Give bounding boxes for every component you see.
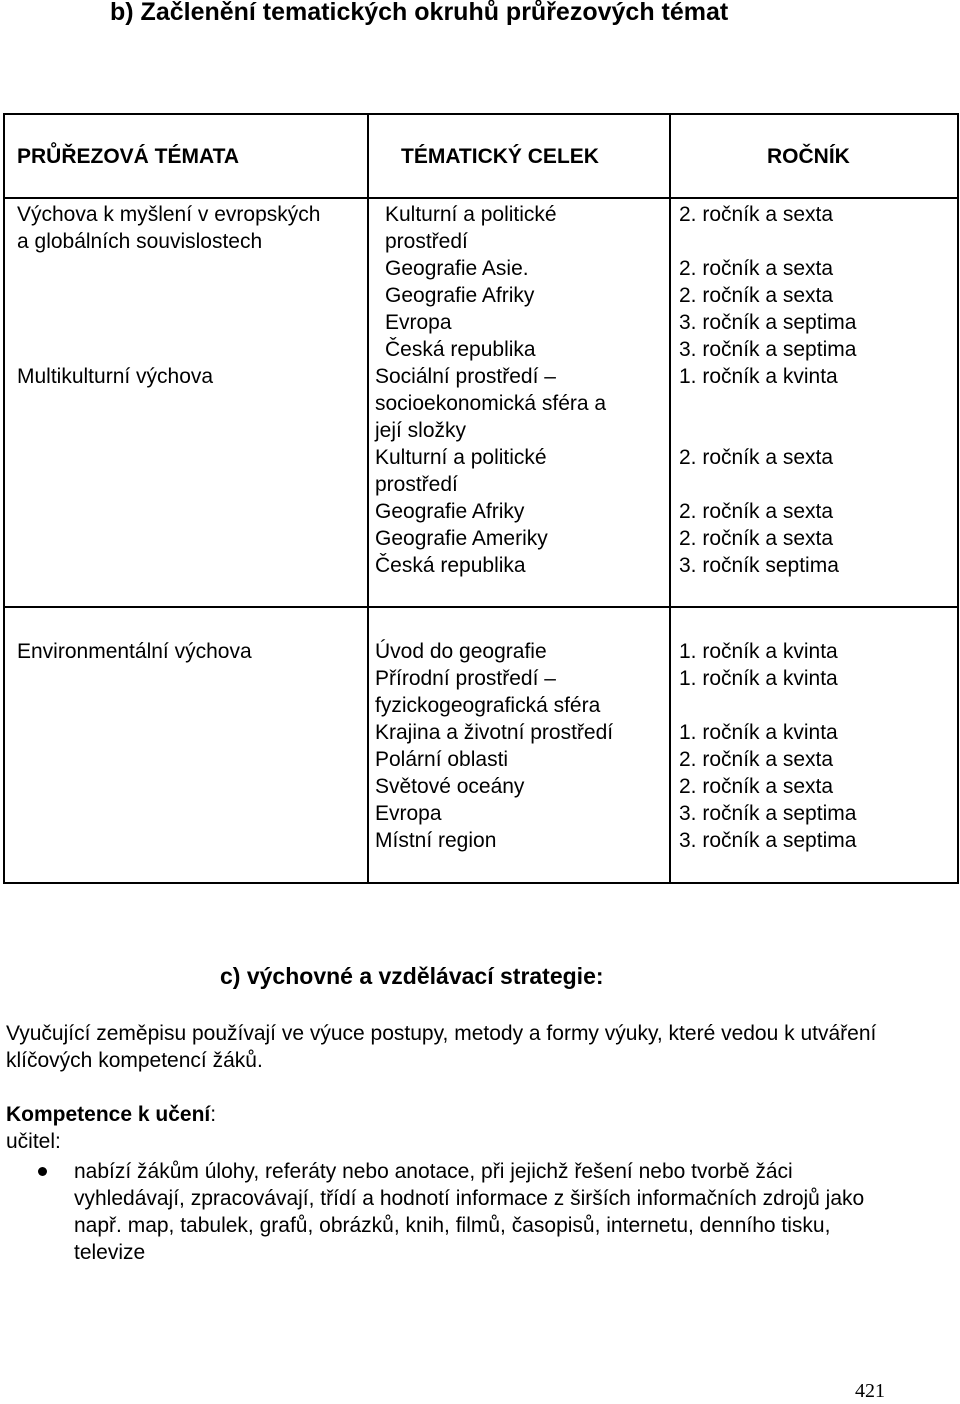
table-row [4, 607, 958, 883]
year-line: 3. ročník a septima [679, 802, 857, 825]
unit-line: Geografie Afriky [385, 284, 535, 307]
year-cell [670, 607, 958, 883]
year-line: 2. ročník a sexta [679, 203, 834, 226]
bullet-list [6, 1158, 906, 1266]
competence-heading [6, 1101, 216, 1128]
unit-cell [368, 607, 670, 883]
competence-colon: : [210, 1103, 217, 1126]
unit-line: prostředí [385, 230, 468, 253]
year-line: 3. ročník septima [679, 554, 839, 577]
list-item [6, 1158, 906, 1266]
header-unit: TÉMATICKÝ CELEK [368, 114, 670, 198]
topic-line: Výchova k myšlení v evropských [17, 203, 321, 226]
bullet-icon [38, 1167, 47, 1176]
year-line: 3. ročník a septima [679, 311, 857, 334]
unit-line: Kulturní a politické [375, 446, 547, 469]
table-header-row [4, 114, 958, 198]
page-heading: b) Začlenění tematických okruhů průřezových témat [110, 0, 729, 26]
year-line: 2. ročník a sexta [679, 257, 834, 280]
year-line: 1. ročník a kvinta [679, 667, 838, 690]
unit-line: Evropa [375, 802, 442, 825]
topic-cell [4, 198, 368, 607]
table-row [4, 198, 958, 607]
cross-curricular-topics-table [3, 113, 959, 884]
unit-line: Úvod do geografie [375, 640, 547, 663]
unit-line: Evropa [385, 311, 452, 334]
unit-line: Geografie Asie. [385, 257, 529, 280]
year-line: 3. ročník a septima [679, 338, 857, 361]
list-item-text: nabízí žákům úlohy, referáty nebo anotace, při jejichž řešení nebo tvorbě žáci vyhledávají, zpracovávají, třídí a hodnotí informace z širších informačních zdrojů jako např. map, tabulek, grafů, obrázků, knih, filmů, časopisů, internetu, denního tisku, televize [74, 1160, 865, 1264]
unit-line: Geografie Ameriky [375, 527, 548, 550]
unit-line: fyzickogeografická sféra [375, 694, 601, 717]
year-line: 1. ročník a kvinta [679, 365, 838, 388]
unit-line: prostředí [375, 473, 458, 496]
unit-line: socioekonomická sféra a [375, 392, 607, 415]
year-line: 1. ročník a kvinta [679, 640, 838, 663]
year-line: 2. ročník a sexta [679, 748, 834, 771]
unit-line: Česká republika [375, 554, 526, 577]
header-year: ROČNÍK [670, 114, 958, 198]
topic-line: Multikulturní výchova [17, 365, 214, 388]
unit-line: Geografie Afriky [375, 500, 525, 523]
unit-cell [368, 198, 670, 607]
page-number: 421 [855, 1380, 885, 1402]
unit-line: Sociální prostředí – [375, 365, 556, 388]
header-topics: PRŮŘEZOVÁ TÉMATA [4, 114, 368, 198]
competence-label: Kompetence k učení [6, 1103, 211, 1126]
section-c-heading: c) výchovné a vzdělávací strategie: [220, 963, 604, 989]
unit-line: Místní region [375, 829, 497, 852]
unit-line: její složky [375, 419, 467, 442]
year-line: 2. ročník a sexta [679, 500, 834, 523]
unit-line: Polární oblasti [375, 748, 509, 771]
teacher-label: učitel: [6, 1130, 61, 1153]
unit-line: Světové oceány [375, 775, 525, 798]
topic-line: a globálních souvislostech [17, 230, 263, 253]
unit-line: Přírodní prostředí – [375, 667, 556, 690]
unit-line: Česká republika [385, 338, 536, 361]
year-cell [670, 198, 958, 607]
year-line: 3. ročník a septima [679, 829, 857, 852]
strategy-intro: Vyučující zeměpisu používají ve výuce postupy, metody a formy výuky, které vedou k utváření klíčových kompetencí žáků. [6, 1022, 877, 1072]
year-line: 2. ročník a sexta [679, 284, 834, 307]
year-line: 2. ročník a sexta [679, 527, 834, 550]
unit-line: Kulturní a politické [385, 203, 557, 226]
year-line: 1. ročník a kvinta [679, 721, 838, 744]
topic-cell [4, 607, 368, 883]
topic-line: Environmentální výchova [17, 640, 252, 663]
year-line: 2. ročník a sexta [679, 775, 834, 798]
year-line: 2. ročník a sexta [679, 446, 834, 469]
unit-line: Krajina a životní prostředí [375, 721, 614, 744]
